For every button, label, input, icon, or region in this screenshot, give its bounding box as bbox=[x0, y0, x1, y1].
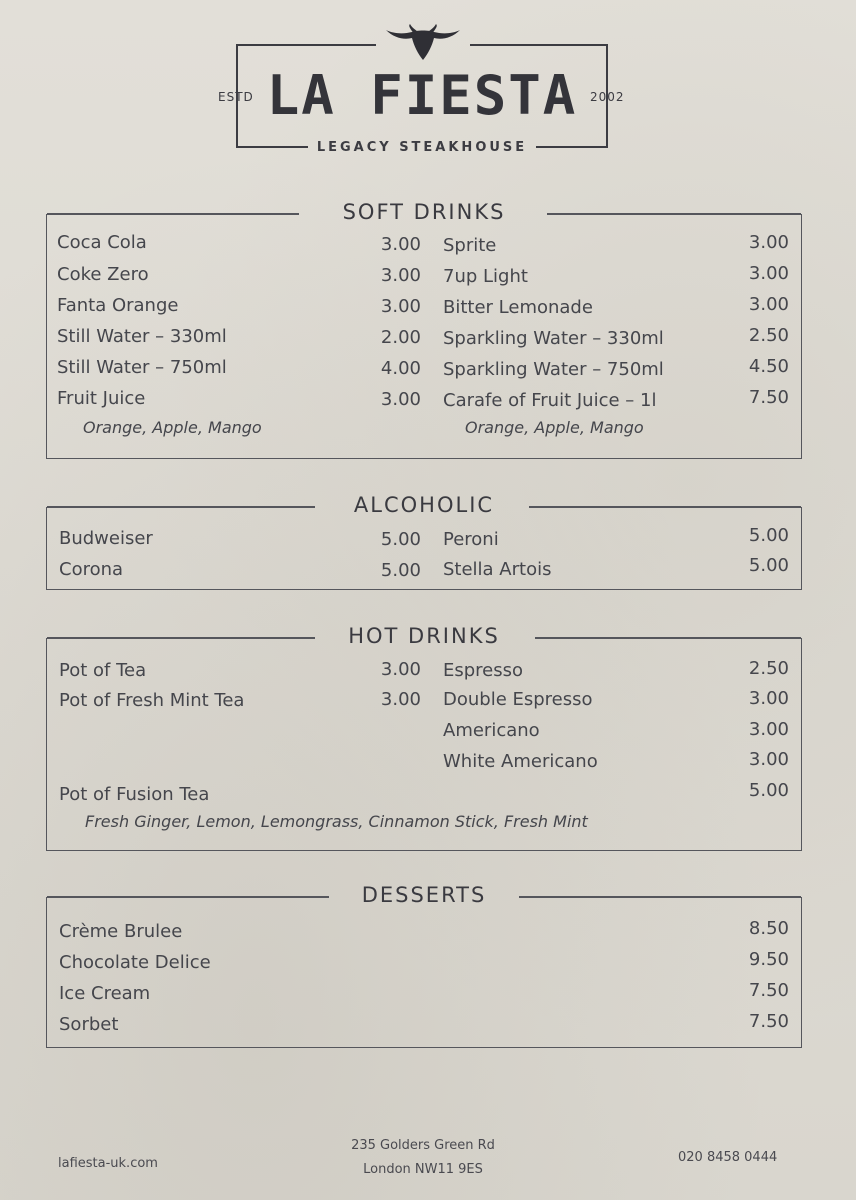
section-alcoholic bbox=[46, 493, 802, 590]
menu-item-price: 9.50 bbox=[748, 949, 789, 970]
menu-item-name: Americano bbox=[443, 720, 540, 741]
menu-item-name: Still Water – 330ml bbox=[57, 326, 227, 347]
menu-item-name: Budweiser bbox=[59, 528, 153, 549]
menu-item-price: 7.50 bbox=[748, 387, 789, 408]
section-hot-drinks bbox=[46, 624, 802, 851]
menu-item-name: Pot of Fresh Mint Tea bbox=[59, 690, 245, 711]
section-title: ALCOHOLIC bbox=[353, 493, 495, 517]
section-title: HOT DRINKS bbox=[348, 624, 500, 648]
logo-frame bbox=[536, 146, 608, 148]
logo bbox=[0, 0, 856, 170]
menu-item-price: 5.00 bbox=[748, 555, 789, 576]
menu-item-price: 2.00 bbox=[380, 327, 421, 348]
menu-item-price: 3.00 bbox=[748, 263, 789, 284]
menu-item-name: Sprite bbox=[443, 235, 497, 256]
address-line: London NW11 9ES bbox=[363, 1162, 483, 1177]
menu-item-name: Sparkling Water – 330ml bbox=[443, 328, 664, 349]
menu-item-name: Chocolate Delice bbox=[59, 952, 211, 973]
menu-item-price: 3.00 bbox=[380, 389, 421, 410]
address bbox=[328, 1134, 518, 1182]
menu-item-name: Sparkling Water – 750ml bbox=[443, 359, 664, 380]
menu-item-price: 3.00 bbox=[380, 689, 421, 710]
logo-frame bbox=[236, 146, 308, 148]
section-title: DESSERTS bbox=[361, 883, 487, 907]
menu-item-price: 5.00 bbox=[748, 525, 789, 546]
menu-item-name: Peroni bbox=[443, 529, 499, 550]
menu-item-name: Pot of Fusion Tea bbox=[59, 784, 210, 805]
phone-number[interactable]: 020 8458 0444 bbox=[678, 1150, 778, 1165]
menu-item-name: Ice Cream bbox=[59, 983, 151, 1004]
logo-estd: ESTD bbox=[218, 90, 254, 104]
logo-frame bbox=[470, 44, 608, 46]
website-link[interactable]: lafiesta-uk.com bbox=[58, 1156, 158, 1171]
menu-item-price: 3.00 bbox=[748, 688, 789, 709]
menu-item-name: Fruit Juice bbox=[57, 388, 146, 409]
menu-item-price: 3.00 bbox=[380, 296, 421, 317]
menu-item-price: 3.00 bbox=[380, 659, 421, 680]
logo-year: 2002 bbox=[590, 90, 625, 104]
menu-item-price: 3.00 bbox=[748, 232, 789, 253]
menu-item-name: Pot of Tea bbox=[59, 660, 147, 681]
bull-icon bbox=[384, 24, 462, 64]
menu-item-note: Orange, Apple, Mango bbox=[465, 418, 644, 437]
address-line: 235 Golders Green Rd bbox=[351, 1138, 495, 1153]
menu-item-name: Crème Brulee bbox=[59, 921, 183, 942]
menu-item-name: Fanta Orange bbox=[57, 295, 179, 316]
menu-item-price: 3.00 bbox=[380, 265, 421, 286]
menu-item-name: White Americano bbox=[443, 751, 598, 772]
menu-item-price: 5.00 bbox=[748, 780, 789, 801]
menu-item-price: 7.50 bbox=[748, 980, 789, 1001]
menu-item-name: Stella Artois bbox=[443, 559, 552, 580]
menu-item-price: 3.00 bbox=[748, 719, 789, 740]
menu-item-name: Carafe of Fruit Juice – 1l bbox=[443, 390, 657, 411]
menu-item-name: Espresso bbox=[443, 660, 524, 681]
menu-item-price: 4.50 bbox=[748, 356, 789, 377]
menu-item-name: Still Water – 750ml bbox=[57, 357, 227, 378]
menu-item-note: Orange, Apple, Mango bbox=[83, 418, 262, 437]
menu-item-price: 3.00 bbox=[380, 234, 421, 255]
menu-item-name: 7up Light bbox=[443, 266, 528, 287]
menu-item-price: 2.50 bbox=[748, 658, 789, 679]
menu-item-name: Coca Cola bbox=[57, 232, 147, 253]
menu-item-name: Corona bbox=[59, 559, 124, 580]
restaurant-name: LA FIESTA bbox=[266, 64, 578, 127]
menu-item-price: 2.50 bbox=[748, 325, 789, 346]
menu-item-note: Fresh Ginger, Lemon, Lemongrass, Cinnamon Stick, Fresh Mint bbox=[85, 812, 588, 831]
section-soft-drinks bbox=[46, 200, 802, 459]
logo-frame bbox=[236, 44, 376, 46]
menu-item-name: Bitter Lemonade bbox=[443, 297, 593, 318]
menu-item-price: 5.00 bbox=[380, 560, 421, 581]
menu-item-price: 5.00 bbox=[380, 529, 421, 550]
menu-item-name: Sorbet bbox=[59, 1014, 119, 1035]
menu-item-name: Double Espresso bbox=[443, 689, 593, 710]
section-desserts bbox=[46, 883, 802, 1048]
menu-item-price: 4.00 bbox=[380, 358, 421, 379]
menu-item-price: 8.50 bbox=[748, 918, 789, 939]
menu-item-price: 7.50 bbox=[748, 1011, 789, 1032]
logo-tagline: LEGACY STEAKHOUSE bbox=[316, 140, 528, 155]
menu-item-name: Coke Zero bbox=[57, 264, 149, 285]
section-title: SOFT DRINKS bbox=[342, 200, 506, 224]
menu-item-price: 3.00 bbox=[748, 749, 789, 770]
menu-item-price: 3.00 bbox=[748, 294, 789, 315]
